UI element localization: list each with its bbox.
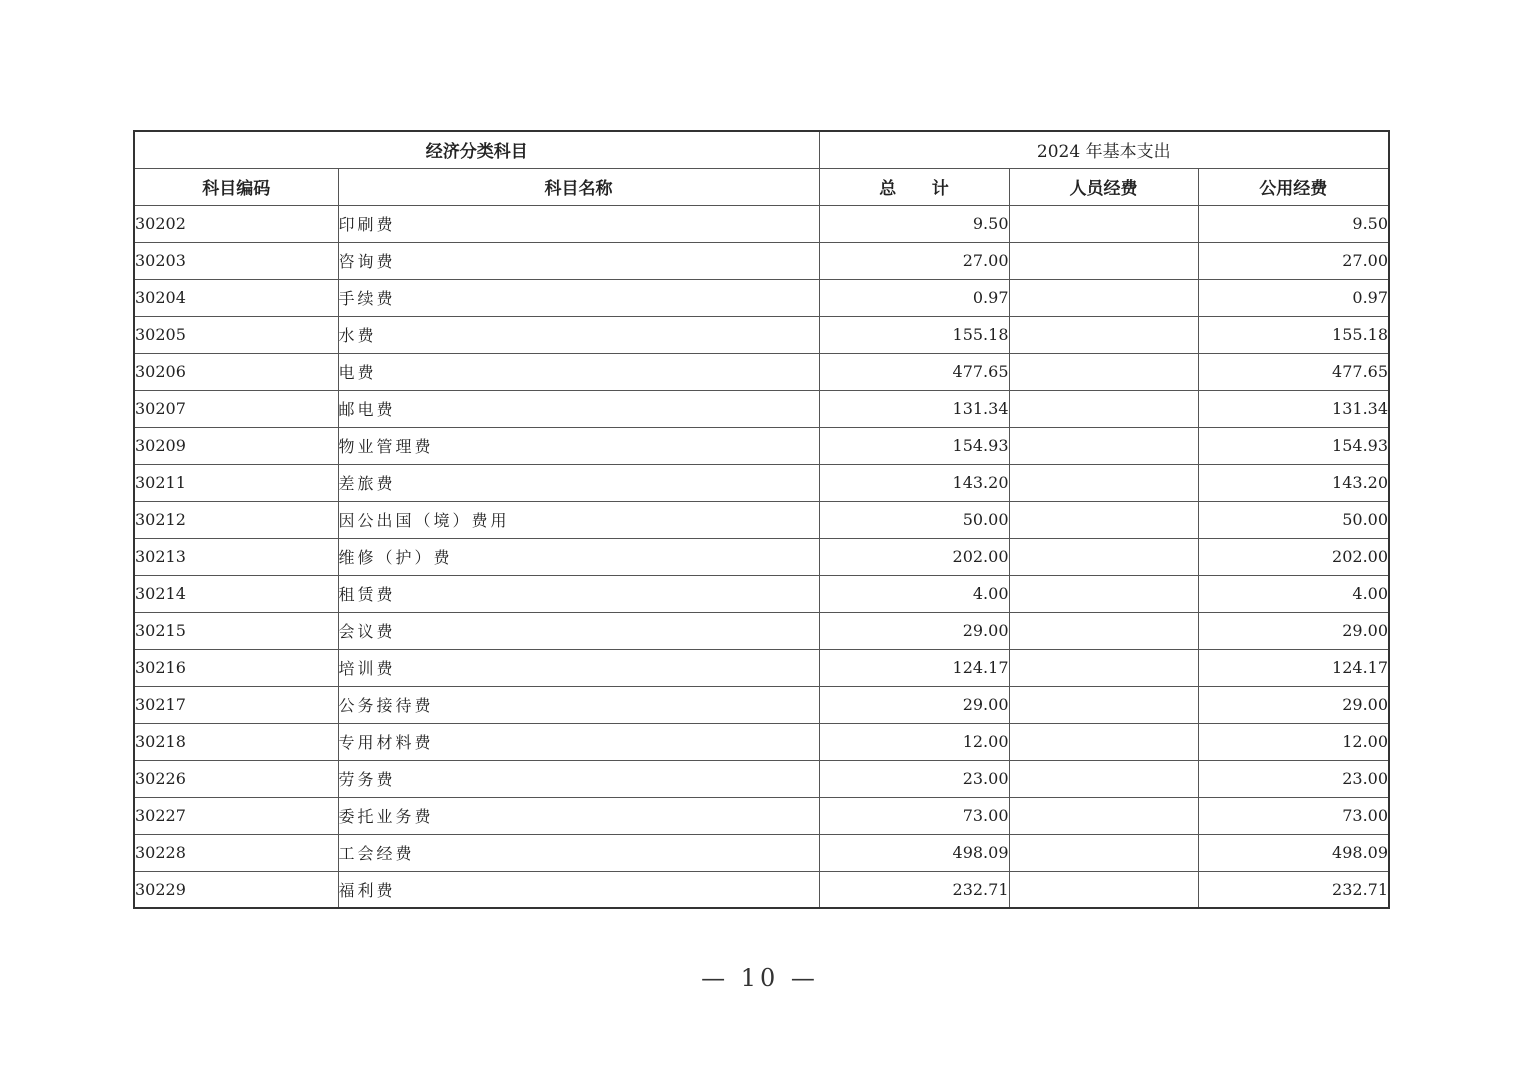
cell-name: 咨询费 [338, 242, 819, 279]
cell-personnel [1009, 242, 1198, 279]
cell-code: 30228 [134, 834, 338, 871]
table-row [134, 723, 1389, 760]
cell-code: 30204 [134, 279, 338, 316]
cell-public: 9.50 [1198, 205, 1389, 242]
cell-code: 30212 [134, 501, 338, 538]
table-row [134, 575, 1389, 612]
cell-code: 30215 [134, 612, 338, 649]
table-header [134, 131, 1389, 205]
cell-personnel [1009, 501, 1198, 538]
cell-code: 30218 [134, 723, 338, 760]
cell-code: 30206 [134, 353, 338, 390]
table-body [134, 205, 1389, 908]
cell-name: 差旅费 [338, 464, 819, 501]
cell-public: 50.00 [1198, 501, 1389, 538]
cell-personnel [1009, 464, 1198, 501]
cell-total: 498.09 [819, 834, 1009, 871]
cell-personnel [1009, 279, 1198, 316]
cell-personnel [1009, 871, 1198, 908]
table-row [134, 501, 1389, 538]
cell-personnel [1009, 686, 1198, 723]
cell-personnel [1009, 316, 1198, 353]
header-personnel: 人员经费 [1009, 168, 1198, 205]
table-row [134, 686, 1389, 723]
cell-code: 30216 [134, 649, 338, 686]
cell-total: 202.00 [819, 538, 1009, 575]
cell-public: 131.34 [1198, 390, 1389, 427]
header-code: 科目编码 [134, 168, 338, 205]
cell-name: 公务接待费 [338, 686, 819, 723]
cell-code: 30207 [134, 390, 338, 427]
cell-public: 12.00 [1198, 723, 1389, 760]
cell-public: 202.00 [1198, 538, 1389, 575]
cell-total: 73.00 [819, 797, 1009, 834]
cell-personnel [1009, 205, 1198, 242]
cell-code: 30202 [134, 205, 338, 242]
table-row [134, 649, 1389, 686]
cell-total: 155.18 [819, 316, 1009, 353]
cell-name: 福利费 [338, 871, 819, 908]
cell-name: 因公出国（境）费用 [338, 501, 819, 538]
cell-name: 印刷费 [338, 205, 819, 242]
budget-table [133, 130, 1390, 909]
cell-code: 30213 [134, 538, 338, 575]
cell-public: 29.00 [1198, 686, 1389, 723]
cell-public: 154.93 [1198, 427, 1389, 464]
table-row [134, 353, 1389, 390]
cell-personnel [1009, 723, 1198, 760]
table-row [134, 279, 1389, 316]
header-total: 总 计 [819, 168, 1009, 205]
cell-public: 73.00 [1198, 797, 1389, 834]
cell-public: 23.00 [1198, 760, 1389, 797]
header-basic-expenditure: 2024 年基本支出 [819, 131, 1389, 168]
cell-total: 131.34 [819, 390, 1009, 427]
page-number: — 10 — [701, 964, 819, 992]
table-row [134, 390, 1389, 427]
cell-name: 物业管理费 [338, 427, 819, 464]
cell-public: 232.71 [1198, 871, 1389, 908]
cell-code: 30211 [134, 464, 338, 501]
cell-total: 50.00 [819, 501, 1009, 538]
cell-public: 143.20 [1198, 464, 1389, 501]
cell-public: 477.65 [1198, 353, 1389, 390]
cell-code: 30229 [134, 871, 338, 908]
cell-personnel [1009, 575, 1198, 612]
header-economic-category: 经济分类科目 [134, 131, 819, 168]
cell-public: 498.09 [1198, 834, 1389, 871]
cell-name: 电费 [338, 353, 819, 390]
cell-total: 143.20 [819, 464, 1009, 501]
table-row [134, 834, 1389, 871]
cell-total: 477.65 [819, 353, 1009, 390]
cell-total: 4.00 [819, 575, 1009, 612]
cell-code: 30209 [134, 427, 338, 464]
table-row [134, 797, 1389, 834]
cell-name: 邮电费 [338, 390, 819, 427]
cell-personnel [1009, 649, 1198, 686]
cell-name: 租赁费 [338, 575, 819, 612]
cell-public: 29.00 [1198, 612, 1389, 649]
cell-public: 124.17 [1198, 649, 1389, 686]
cell-total: 0.97 [819, 279, 1009, 316]
table-row [134, 538, 1389, 575]
table-row [134, 760, 1389, 797]
table-row [134, 316, 1389, 353]
cell-code: 30203 [134, 242, 338, 279]
cell-personnel [1009, 834, 1198, 871]
cell-name: 培训费 [338, 649, 819, 686]
cell-name: 会议费 [338, 612, 819, 649]
header-column-row [134, 168, 1389, 205]
cell-name: 劳务费 [338, 760, 819, 797]
cell-total: 29.00 [819, 612, 1009, 649]
cell-total: 27.00 [819, 242, 1009, 279]
cell-code: 30226 [134, 760, 338, 797]
cell-personnel [1009, 612, 1198, 649]
cell-total: 29.00 [819, 686, 1009, 723]
table-row [134, 427, 1389, 464]
table-row [134, 205, 1389, 242]
cell-total: 124.17 [819, 649, 1009, 686]
cell-code: 30205 [134, 316, 338, 353]
cell-personnel [1009, 538, 1198, 575]
cell-code: 30227 [134, 797, 338, 834]
cell-personnel [1009, 797, 1198, 834]
cell-total: 232.71 [819, 871, 1009, 908]
cell-name: 维修（护）费 [338, 538, 819, 575]
cell-name: 手续费 [338, 279, 819, 316]
cell-name: 水费 [338, 316, 819, 353]
table-row [134, 242, 1389, 279]
header-name: 科目名称 [338, 168, 819, 205]
table-row [134, 871, 1389, 908]
cell-total: 23.00 [819, 760, 1009, 797]
cell-total: 12.00 [819, 723, 1009, 760]
cell-public: 27.00 [1198, 242, 1389, 279]
cell-public: 4.00 [1198, 575, 1389, 612]
cell-personnel [1009, 760, 1198, 797]
cell-code: 30217 [134, 686, 338, 723]
cell-total: 154.93 [819, 427, 1009, 464]
cell-name: 专用材料费 [338, 723, 819, 760]
cell-name: 工会经费 [338, 834, 819, 871]
table-row [134, 612, 1389, 649]
cell-name: 委托业务费 [338, 797, 819, 834]
cell-total: 9.50 [819, 205, 1009, 242]
header-public: 公用经费 [1198, 168, 1389, 205]
cell-personnel [1009, 353, 1198, 390]
cell-public: 0.97 [1198, 279, 1389, 316]
table-row [134, 464, 1389, 501]
cell-code: 30214 [134, 575, 338, 612]
header-group-row [134, 131, 1389, 168]
cell-personnel [1009, 427, 1198, 464]
cell-public: 155.18 [1198, 316, 1389, 353]
cell-personnel [1009, 390, 1198, 427]
